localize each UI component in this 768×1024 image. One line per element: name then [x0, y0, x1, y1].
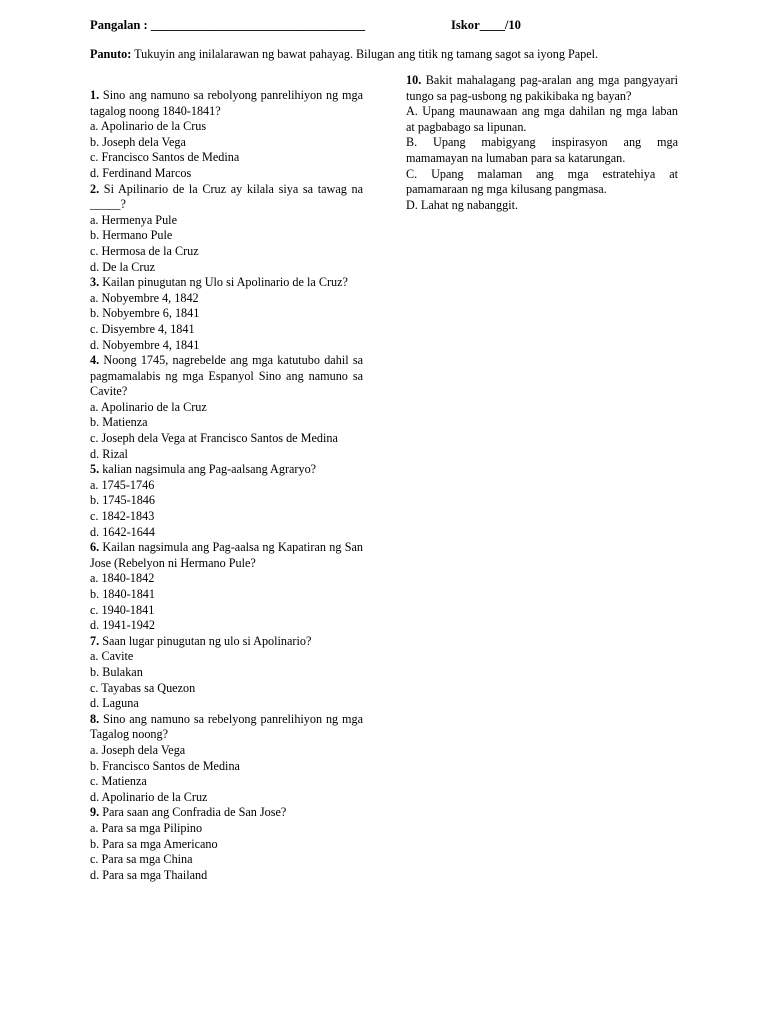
option-b[interactable]: b. 1840-1841	[90, 587, 155, 601]
option-d[interactable]: d. De la Cruz	[90, 259, 155, 274]
option-c[interactable]: c. 1940-1841	[90, 602, 155, 617]
option-d[interactable]: d. Rizal	[90, 446, 128, 461]
question-number: 8.	[90, 711, 100, 726]
option-b[interactable]: B. Upang mabigyang inspirasyon ang mga mamamayan na lumaban para sa katarungan.	[406, 135, 678, 165]
question-8	[90, 712, 363, 806]
option-a[interactable]: a. Hermenya Pule	[90, 212, 177, 227]
option-b[interactable]: b. Matienza	[90, 415, 148, 430]
option-c[interactable]: c. Matienza	[90, 774, 147, 789]
option-d[interactable]: d. 1642-1644	[90, 524, 155, 539]
option-a[interactable]: A. Upang maunawaan ang mga dahilan ng mga laban at pagbabago sa lipunan.	[406, 104, 678, 134]
question-stem: Bakit mahalagang pag-aralan ang mga pangyayari tungo sa pag-usbong ng pakikibaka ng bayan?	[406, 73, 678, 103]
option-b[interactable]: b. Para sa mga Americano	[90, 836, 218, 851]
option-b[interactable]: b. Nobyembre 6, 1841	[90, 306, 200, 321]
instructions	[90, 47, 690, 63]
option-a[interactable]: a. Apolinario de la Cruz	[90, 399, 207, 414]
question-number: 5.	[90, 462, 100, 477]
question-stem: Kailan pinugutan ng Ulo si Apolinario de la Cruz?	[99, 275, 348, 290]
question-stem: Si Apilinario de la Cruz ay kilala siya sa tawag na _____?	[90, 181, 363, 212]
option-d[interactable]: d. Nobyembre 4, 1841	[90, 337, 200, 352]
question-stem: kalian nagsimula ang Pag-aalsang Agraryo?	[99, 462, 317, 477]
question-number: 1.	[90, 88, 100, 102]
name-line	[90, 18, 365, 34]
question-2	[90, 182, 363, 276]
question-stem: Noong 1745, nagrebelde ang mga katutubo dahil sa pagmamalabis ng mga Espanyol Sino ang namuno sa Cavite?	[90, 353, 363, 399]
question-stem: Kailan nagsimula ang Pag-aalsa ng Kapatiran ng San Jose (Rebelyon ni Hermano Pule?	[90, 540, 363, 570]
option-b[interactable]: b. 1745-1846	[90, 493, 155, 508]
question-3	[90, 275, 363, 353]
question-10	[406, 73, 678, 213]
option-b[interactable]: b. Joseph dela Vega	[90, 134, 186, 149]
instructions-text: Tukuyin ang inilalarawan ng bawat pahayag. Bilugan ang titik ng tamang sagot sa iyong Papel.	[131, 47, 599, 61]
name-label: Pangalan :	[90, 18, 148, 32]
option-a[interactable]: a. Para sa mga Pilipino	[90, 820, 203, 835]
left-column	[90, 88, 363, 883]
option-d[interactable]: d. Laguna	[90, 696, 139, 711]
option-d[interactable]: d. 1941-1942	[90, 618, 155, 633]
option-a[interactable]: a. Apolinario de la Crus	[90, 119, 207, 134]
question-4	[90, 353, 363, 462]
question-number: 3.	[90, 275, 100, 290]
question-9	[90, 805, 363, 883]
question-5	[90, 462, 363, 540]
option-c[interactable]: c. Disyembre 4, 1841	[90, 321, 195, 336]
name-blank[interactable]: __________________________________	[150, 18, 365, 32]
option-b[interactable]: b. Francisco Santos de Medina	[90, 758, 240, 773]
question-stem: Sino ang namuno sa rebolyong panrelihiyon ng mga tagalog noong 1840-1841?	[90, 88, 363, 118]
question-6	[90, 540, 363, 634]
question-number: 9.	[90, 805, 100, 820]
right-column	[406, 73, 678, 213]
instructions-label: Panuto:	[90, 47, 132, 61]
option-c[interactable]: c. Para sa mga China	[90, 852, 193, 867]
question-1	[90, 88, 363, 182]
option-c[interactable]: C. Upang malaman ang mga estratehiya at pamamaraan ng mga kilusang pangmasa.	[406, 166, 678, 197]
question-number: 10.	[406, 73, 422, 87]
question-number: 6.	[90, 540, 100, 555]
option-c[interactable]: c. Tayabas sa Quezon	[90, 680, 196, 695]
option-b[interactable]: b. Bulakan	[90, 664, 143, 679]
option-c[interactable]: c. Hermosa de la Cruz	[90, 243, 199, 258]
option-c[interactable]: c. 1842-1843	[90, 509, 155, 524]
score-line: Iskor____/10	[451, 18, 521, 32]
option-d[interactable]: d. Ferdinand Marcos	[90, 165, 192, 180]
question-stem: Para saan ang Confradia de San Jose?	[99, 805, 287, 820]
option-c[interactable]: c. Francisco Santos de Medina	[90, 150, 240, 165]
question-number: 7.	[90, 633, 100, 648]
option-a[interactable]: a. Nobyembre 4, 1842	[90, 290, 199, 305]
option-d[interactable]: D. Lahat ng nabanggit.	[406, 197, 519, 212]
option-d[interactable]: d. Apolinario de la Cruz	[90, 789, 208, 804]
option-a[interactable]: a. Joseph dela Vega	[90, 742, 186, 757]
question-stem: Saan lugar pinugutan ng ulo si Apolinario?	[99, 633, 312, 648]
question-number: 4.	[90, 353, 100, 368]
option-a[interactable]: a. 1745-1746	[90, 477, 155, 492]
option-a[interactable]: a. 1840-1842	[90, 571, 155, 586]
option-d[interactable]: d. Para sa mga Thailand	[90, 867, 208, 882]
option-c[interactable]: c. Joseph dela Vega at Francisco Santos de Medina	[90, 431, 338, 446]
question-7	[90, 634, 363, 712]
question-stem: Sino ang namuno sa rebelyong panrelihiyon ng mga Tagalog noong?	[90, 711, 363, 742]
option-b[interactable]: b. Hermano Pule	[90, 228, 173, 243]
option-a[interactable]: a. Cavite	[90, 649, 134, 664]
question-number: 2.	[90, 181, 100, 196]
